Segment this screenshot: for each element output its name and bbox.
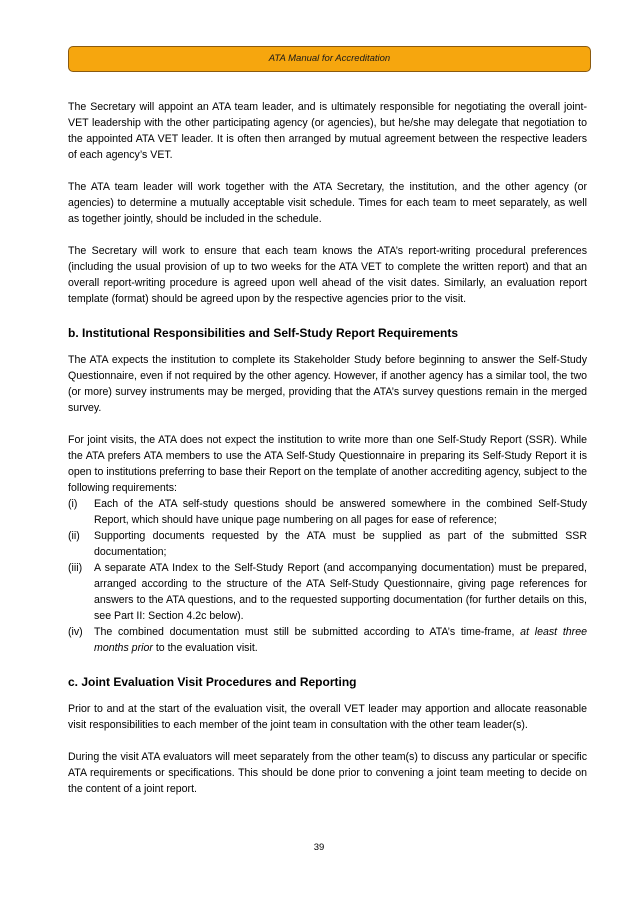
page-number: 39 <box>313 842 325 853</box>
header-banner <box>68 46 591 72</box>
list-item-text-part: to the evaluation visit. <box>152 642 258 654</box>
intro-paragraph: The Secretary will work to ensure that each team knows the ATA’s report-writing procedural preferences (including the usual provision of up to two weeks for the ATA VET to complete the written report) and that an overall report-writing procedure is agreed upon well ahead of the visit dates. Similarly, an evaluation report template (format) should be agreed upon by the respective agencies prior to the visit. <box>68 245 587 305</box>
list-item <box>68 624 587 656</box>
list-item <box>68 528 587 560</box>
list-item-number: (i) <box>68 498 78 510</box>
section-c-paragraph: Prior to and at the start of the evaluation visit, the overall VET leader may apportion and allocate reasonable visit responsibilities to each member of the joint team in consultation with the other team leader(s). <box>68 703 587 731</box>
list-item-number: (iv) <box>68 626 83 638</box>
list-item-text: Supporting documents requested by the ATA must be supplied as part of the submitted SSR documentation; <box>94 530 587 558</box>
section-b-heading: b. Institutional Responsibilities and Self-Study Report Requirements <box>68 326 459 340</box>
section-b-paragraph: The ATA expects the institution to complete its Stakeholder Study before beginning to answer the Self-Study Questionnaire, even if not required by the other agency. However, if another agency has a similar tool, the two (or more) survey instruments may be merged, providing that the ATA’s survey questions remain in the merged survey. <box>68 354 587 414</box>
page-content <box>68 99 587 813</box>
emphasis-text: at least three months prior <box>94 626 587 654</box>
list-item-number: (ii) <box>68 530 80 542</box>
list-item <box>68 560 587 624</box>
list-item-text-part: The combined documentation must still be submitted according to ATA’s time-frame, <box>94 626 521 638</box>
section-c-heading: c. Joint Evaluation Visit Procedures and Reporting <box>68 675 357 689</box>
section-b-paragraph: For joint visits, the ATA does not expect the institution to write more than one Self-Study Report (SSR). While the ATA prefers ATA members to use the ATA Self-Study Questionnaire in preparing its Self-Study Report it is open to institutions preferring to base their Report on the template of another accrediting agency, subject to the following requirements: <box>68 434 587 494</box>
header-title: ATA Manual for Accreditation <box>268 53 391 65</box>
intro-paragraph: The Secretary will appoint an ATA team leader, and is ultimately responsible for negotiating the overall joint-VET leadership with the other participating agency (or agencies), but he/she may delegate that negotiation to the appointed ATA VET leader. It is often then arranged by mutual agreement between the respective leaders of each agency’s VET. <box>68 101 587 161</box>
list-item <box>68 496 587 528</box>
intro-paragraph: The ATA team leader will work together with the ATA Secretary, the institution, and the other agency (or agencies) to determine a mutually acceptable visit schedule. Times for each team to meet separately, as well as together jointly, should be included in the schedule. <box>68 181 587 225</box>
list-item-number: (iii) <box>68 562 83 574</box>
list-item-text <box>94 624 587 656</box>
list-item-text: A separate ATA Index to the Self-Study Report (and accompanying documentation) must be prepared, arranged according to the structure of the ATA Self-Study Questionnaire, giving page references for answers to the ATA questions, and to the requested supporting documentation (for further details on this, see Part II: Section 4.2c below). <box>94 562 587 622</box>
section-c-paragraph: During the visit ATA evaluators will meet separately from the other team(s) to discuss any particular or specific ATA requirements or specifications. This should be done prior to convening a joint team meeting to decide on the content of a joint report. <box>68 751 587 795</box>
requirements-list <box>68 496 587 656</box>
list-item-text: Each of the ATA self-study questions should be answered somewhere in the combined Self-Study Report, which should have unique page numbering on all pages for ease of reference; <box>94 498 587 526</box>
